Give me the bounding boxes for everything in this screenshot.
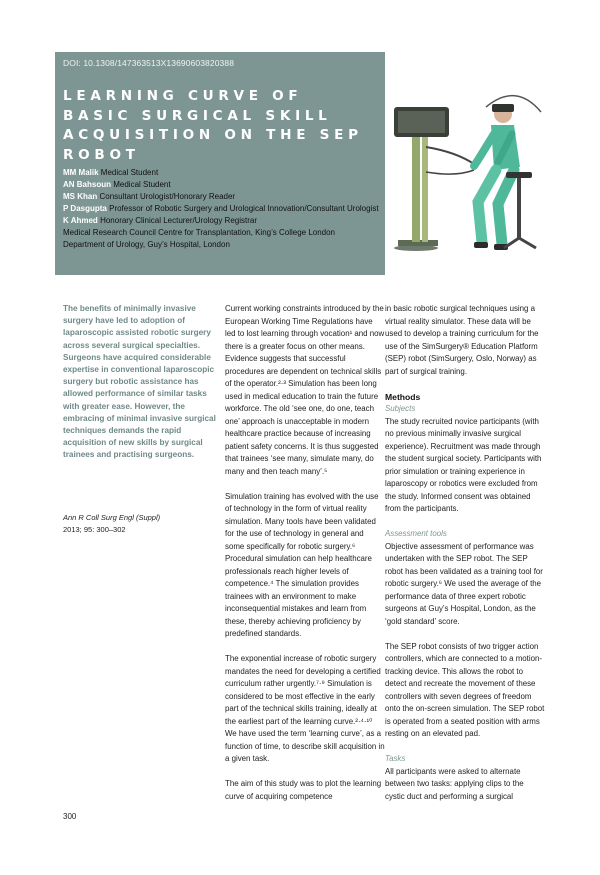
body-paragraph: The aim of this study was to plot the learning curve of acquiring competence [225, 779, 382, 801]
author-line [63, 215, 383, 227]
body-paragraph: Current working constraints introduced by the European Working Time Regulations have led to lost learning through vocation¹ and now there is a greater focus on other means. Evidence suggests that successful procedures are dependent on technical skills of the operator.²·³ Simulation has been long used in medical education to train the future workforce. The old ‘see one, do one, teach one’ approach is unacceptable in modern healthcare practice because of increasing patient safety concerns. It is thus suggested that trainees ‘see many, simulate many, do many and then teach many’.⁵ [225, 304, 385, 476]
affiliation: Medical Research Council Centre for Transplantation, King’s College London [63, 228, 336, 237]
body-paragraph: Objective assessment of performance was undertaken with the SEP robot. The SEP robot has been validated as a training tool for robotic surgery.⁶ We used the average of the performance data of three expert robotic surgeons at Guy’s Hospital, London, as the ‘gold standard’ score. [385, 541, 543, 626]
author-name: MS Khan [63, 192, 98, 201]
author-role: Consultant Urologist/Honorary Reader [99, 192, 236, 201]
citation-year-volume: 2013; 95: 300–302 [63, 525, 126, 534]
body-column-2 [225, 303, 385, 816]
author-role: Professor of Robotic Surgery and Urological Innovation/Consultant Urologist [109, 204, 379, 213]
author-name: MM Malik [63, 168, 99, 177]
author-line [63, 167, 383, 179]
body-paragraph: Simulation training has evolved with the use of technology in the form of virtual reality simulation. Many tools have been validated for the use of technology in general and some specifically for robotic surgery.⁶ Procedural simulation can help healthcare professionals reach higher levels of competence.⁴ The simulation provides trainees with an environment to make inconsequential mistakes and learn from these, thereby achieving proficiency by predefined standards. [225, 491, 379, 638]
surgeon-at-robot-illustration [386, 52, 546, 275]
journal-name: Ann R Coll Surg Engl (Suppl) [63, 513, 161, 522]
author-role: Honorary Clinical Lecturer/Urology Registrar [100, 216, 258, 225]
author-line [63, 203, 383, 215]
abstract: The benefits of minimally invasive surgery have led to adoption of laparoscopic assisted robotic surgery across several surgical specialties. Surgeons have acquired considerable expertise in conventional laparoscopic surgery but robotic assistance has allowed performance of similar tasks with greater ease. However, the embracing of minimal invasive surgical techniques demands the rapid acquisition of new skills by surgical trainees and practising surgeons. [63, 304, 216, 460]
subheading-assessment-tools: Assessment tools [385, 529, 447, 538]
author-name: AN Bahsoun [63, 180, 111, 189]
subheading-tasks: Tasks [385, 754, 406, 763]
section-heading-methods: Methods [385, 391, 421, 402]
article-header [55, 52, 385, 275]
author-name: K Ahmed [63, 216, 98, 225]
page-number: 300 [63, 812, 77, 821]
body-paragraph: The SEP robot consists of two trigger action controllers, which are connected to a motion-tracking device. This allows the robot to detect and recreate the movement of these controllers with seven degrees of freedom onto the on-screen simulation. The SEP robot is operated from a seated position with arms resting on an elevated pad. [385, 641, 545, 738]
body-paragraph: The study recruited novice participants (with no previous minimally invasive surgical experience). Recruitment was made through the student surgical society. Participants with prior simulation or training experience in laparoscopy or robotics were excluded from the study. Informed consent was obtained from the participants. [385, 416, 542, 513]
subheading-subjects: Subjects [385, 404, 416, 413]
author-role: Medical Student [113, 180, 171, 189]
author-line [63, 179, 383, 191]
article-title: LEARNING CURVE OF BASIC SURGICAL SKILL ACQUISITION ON THE SEP ROBOT [63, 88, 363, 163]
body-column-3 [385, 303, 545, 816]
author-list [63, 167, 383, 251]
body-paragraph: in basic robotic surgical techniques using a virtual reality simulator. These data will be used to develop a training curriculum for the use of the SimSurgery® Education Platform (SEP) robot (SimSurgery, Oslo, Norway) as part of surgical training. [385, 304, 539, 376]
body-paragraph: The exponential increase of robotic surgery mandates the need for developing a certified curriculum rather urgently.⁷·⁹ Simulation is considered to be most effective in the early part of the technical skills training, ideally at the earliest part of the learning curve.²·⁴·¹⁰ We have used the term ‘learning curve’, as a function of time, to describe skill acquisition in a given task. [225, 654, 385, 763]
robot-simulator-photo [386, 52, 546, 275]
affiliation: Department of Urology, Guy’s Hospital, London [63, 240, 230, 249]
doi: DOI: 10.1308/147363513X13690603820388 [63, 58, 235, 68]
citation [63, 512, 160, 536]
author-name: P Dasgupta [63, 204, 107, 213]
author-line [63, 191, 383, 203]
body-paragraph: All participants were asked to alternate between two tasks: applying clips to the cystic duct and performing a surgical [385, 766, 524, 801]
author-role: Medical Student [100, 168, 159, 177]
